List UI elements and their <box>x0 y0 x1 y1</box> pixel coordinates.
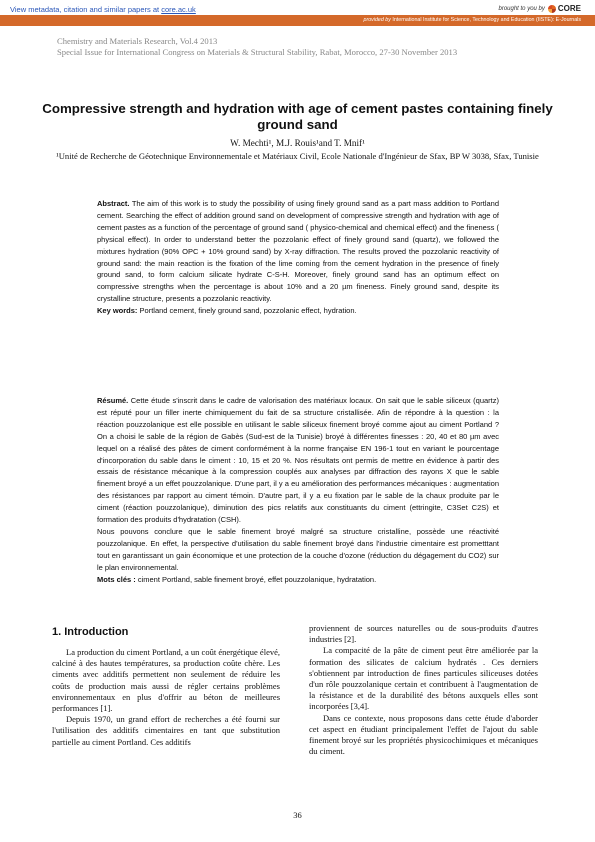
keywords-text: Portland cement, finely ground sand, pozzolanic effect, hydration. <box>137 306 357 316</box>
journal-line-1: Chemistry and Materials Research, Vol.4 2013 <box>57 36 218 46</box>
keywords-label: Key words: <box>97 306 138 316</box>
paper-title: Compressive strength and hydration with age of cement pastes containing finely ground sand <box>42 101 553 132</box>
core-brand[interactable] <box>499 4 582 13</box>
intro-paragraph: Dans ce contexte, nous proposons dans cette étude d'aborder cet aspect en étudiant principalement l'effet de l'ajout du sable finement broyé sur les propriétés physicochimiques et mécaniques du ciment. <box>309 712 538 757</box>
abstract-label: Abstract. <box>97 199 130 208</box>
abstract <box>97 198 499 317</box>
resume-paragraph-2: Nous pouvons conclure que le sable finement broyé malgré sa structure cristalline, possède une réactivité pouzzolanique. En effet, la perspective d'utilisation du sable finement broyé dans l'industrie cimentaire est prometttant tout en garantissant un gain économique et une protection de la couche d'ozone (réduction du dégagement du CO2) sur le plan environnemental. <box>97 526 499 572</box>
section-heading-introduction: 1. Introduction <box>52 626 129 638</box>
core-logo: CORE <box>548 4 581 13</box>
resume-label: Résumé. <box>97 396 129 405</box>
core-metadata-link[interactable]: View metadata, citation and similar papers at core.ac.uk <box>10 5 196 14</box>
intro-paragraph: proviennent de sources naturelles ou de sous-produits d'autres industries [2]. <box>309 623 538 645</box>
abstract-text: The aim of this work is to study the possibility of using finely ground sand as a part mass addition to Portland cement. Searching the effect of addition ground sand on development of compressive strength and hydration with age of cement pastes as a function of the percentage of ground sand ( physico-chemical and chemical effect) and the fineness ( physical effect). In order to understand better the pozzolanic effect of finely ground sand (quartz), we followed the mixtures hydration (90% OPC + 10% ground sand) by X-ray diffraction. The results proved the pozzolanic reactivity of ground sand: the main reaction is the fixation of the lime coming from the cement hydration in the presence of finely ground sand, to form calcium silicate hydrate C-S-H. Moreover, finely ground sand has an optimum effect on compressive strengths when the percentage is about 10% and a 20 µm fineness. Finely ground sand, despite its crystalline structure, presents a pozzolanic reactivity. <box>97 199 499 304</box>
intro-paragraph: La compacité de la pâte de ciment peut être améliorée par la formation des silicates de calcium hydratés . Ces derniers s'obtiennent par introduction de fines particules siliceuses dotées d'un rôle pouzzolanique certain et contribuent à l'augmentation de la résistance et de la durabilité des bétons auxquels elles sont incorporées [3,4]. <box>309 645 538 712</box>
paper-affiliation: ¹Unité de Recherche de Géotechnique Environnementale et Matériaux Civil, Ecole Nationale d'Ingénieur de Sfax, BP W 3038, Sfax, Tunisie <box>56 151 539 161</box>
resume <box>97 395 499 586</box>
mots-cles-label: Mots clés : <box>97 574 136 584</box>
intro-paragraph: Depuis 1970, un grand effort de recherches a été fourni sur l'utilisation des additifs cimentaires en tant que substitution partielle au ciment Portland. Ces additifs <box>52 714 280 747</box>
mots-cles-text: ciment Portland, sable finement broyé, effet pouzzolanique, hydratation. <box>135 574 377 584</box>
intro-right-column <box>309 623 538 757</box>
resume-paragraph-1: Cette étude s'inscrit dans le cadre de valorisation des matériaux locaux. On sait que le sable siliceux (quartz) est réputé pour un filler inerte chimiquement du fait de sa structure cristallisée. Afin de répondre à la question : la réaction pouzzolanique est elle possible en utilisant le sable siliceux finement broyé comme ajout au ciment Portland ? On a choisi le sable de la région de Gabès (Sud-est de la Tunisie) broyé à différentes finesses : 20, 40 et 80 µm avec lequel on a réalisé des pâtes de ciment conformément à la norme française EN 196-1 tout en variant le pourcentage d'incorporation du sable dans le ciment : 10, 15 et 20 %. Nos résultats ont permis de mettre en évidence à partir des essais de résistance mécanique à la compression couplés aux analyses par diffraction des rayons X que le sable finement broyé a un effet pouzzolanique. D'une part, il y a eu amélioration des performances mécaniques : augmentation des résistances par rapport au ciment témoin. D'autre part, il y a eu fixation par le sable de la chaux produite par le ciment (réaction pouzzolanique), diminution des pics relatifs aux constituants du ciment (ettringite, C3Set C2S) et formation des produits d'hydratation (CSH). <box>97 396 499 525</box>
brought-by-text: brought to you by <box>498 5 545 12</box>
journal-info <box>57 36 457 58</box>
journal-line-2: Special Issue for International Congress on Materials & Structural Stability, Rabat, Morocco, 27-30 November 2013 <box>57 47 458 57</box>
provider-text[interactable]: provided by International Institute for Science, Technology and Education (IISTE): E-Journals <box>363 17 581 23</box>
page-number: 36 <box>293 810 302 820</box>
paper-authors: W. Mechti¹, M.J. Rouis¹and T. Mnif¹ <box>230 138 365 148</box>
intro-paragraph: La production du ciment Portland, a un coût énergétique élevé, calciné à des hautes températures, sa production coûte chère. Les ciments avec additifs permettent non seulement de réduire les coûts de production mais aussi de régler certains problèmes environnementaux en plus d'offrir au béton de meilleures performances [1]. <box>52 647 280 714</box>
intro-left-column <box>52 647 280 748</box>
core-logo-icon <box>548 5 556 13</box>
